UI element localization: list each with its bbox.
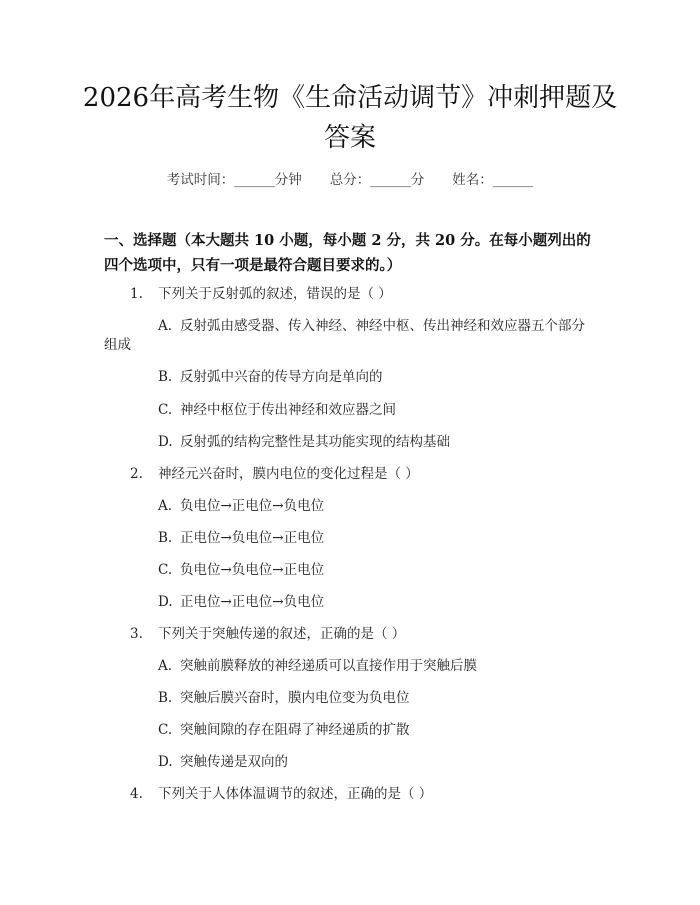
option-letter: D.	[158, 594, 173, 610]
option-1a-continuation: 组成	[104, 337, 131, 353]
option-letter: C.	[158, 402, 173, 418]
option-letter: D.	[158, 754, 173, 770]
option-text: 突触前膜释放的神经递质可以直接作用于突触后膜	[180, 658, 477, 674]
option-letter: B.	[158, 530, 173, 546]
option-letter: A.	[158, 318, 173, 334]
option-letter: B.	[158, 690, 173, 706]
option-text: 反射弧中兴奋的传导方向是单向的	[180, 369, 383, 385]
option-2a	[158, 494, 324, 514]
option-letter: A.	[158, 658, 173, 674]
question-number: 2.	[130, 466, 143, 482]
option-text: 负电位→正电位→负电位	[180, 498, 325, 514]
option-text: 突触传递是双向的	[180, 754, 288, 770]
question-number: 1.	[130, 286, 143, 302]
option-letter: C.	[158, 722, 173, 738]
option-2b	[158, 526, 324, 546]
option-3b	[158, 686, 410, 706]
option-text: 正电位→正电位→负电位	[180, 594, 325, 610]
option-letter: C.	[158, 562, 173, 578]
option-1d	[158, 430, 450, 450]
question-1	[130, 282, 392, 302]
option-text: 正电位→负电位→正电位	[180, 530, 325, 546]
option-text: 负电位→负电位→正电位	[180, 562, 325, 578]
option-letter: B.	[158, 369, 173, 385]
option-1c	[158, 398, 396, 418]
name-field: 姓名：______	[452, 172, 534, 188]
question-3	[130, 622, 405, 642]
exam-time-field: 考试时间：______分钟	[166, 172, 302, 188]
option-1a	[158, 314, 585, 334]
question-number: 4.	[130, 786, 143, 802]
option-text: 神经中枢位于传出神经和效应器之间	[180, 402, 396, 418]
question-stem: 下列关于突触传递的叙述，正确的是（ ）	[158, 626, 406, 642]
question-stem: 下列关于反射弧的叙述，错误的是（ ）	[158, 286, 392, 302]
option-text: 反射弧由感受器、传入神经、神经中枢、传出神经和效应器五个部分	[180, 318, 585, 334]
option-text: 突触后膜兴奋时，膜内电位变为负电位	[180, 690, 410, 706]
question-2	[130, 462, 419, 482]
total-score-field: 总分：______分	[329, 172, 425, 188]
option-1b	[158, 365, 383, 385]
question-4	[130, 782, 432, 802]
question-stem: 下列关于人体体温调节的叙述，正确的是（ ）	[158, 786, 433, 802]
section-heading: 一、选择题（本大题共 10 小题，每小题 2 分，共 20 分。在每小题列出的四个选项中，只有一项是最符合题目要求的。）	[104, 232, 591, 274]
option-3d	[158, 750, 288, 770]
option-3a	[158, 654, 477, 674]
question-stem: 神经元兴奋时，膜内电位的变化过程是（ ）	[158, 466, 419, 482]
question-number: 3.	[130, 626, 143, 642]
option-letter: A.	[158, 498, 173, 514]
option-text: 反射弧的结构完整性是其功能实现的结构基础	[180, 434, 450, 450]
option-3c	[158, 718, 410, 738]
document-title: 2026年高考生物《生命活动调节》冲刺押题及答案	[82, 83, 618, 153]
option-letter: D.	[158, 434, 173, 450]
exam-meta	[0, 168, 700, 188]
option-2d	[158, 590, 324, 610]
option-2c	[158, 558, 324, 578]
option-text: 突触间隙的存在阻碍了神经递质的扩散	[180, 722, 410, 738]
